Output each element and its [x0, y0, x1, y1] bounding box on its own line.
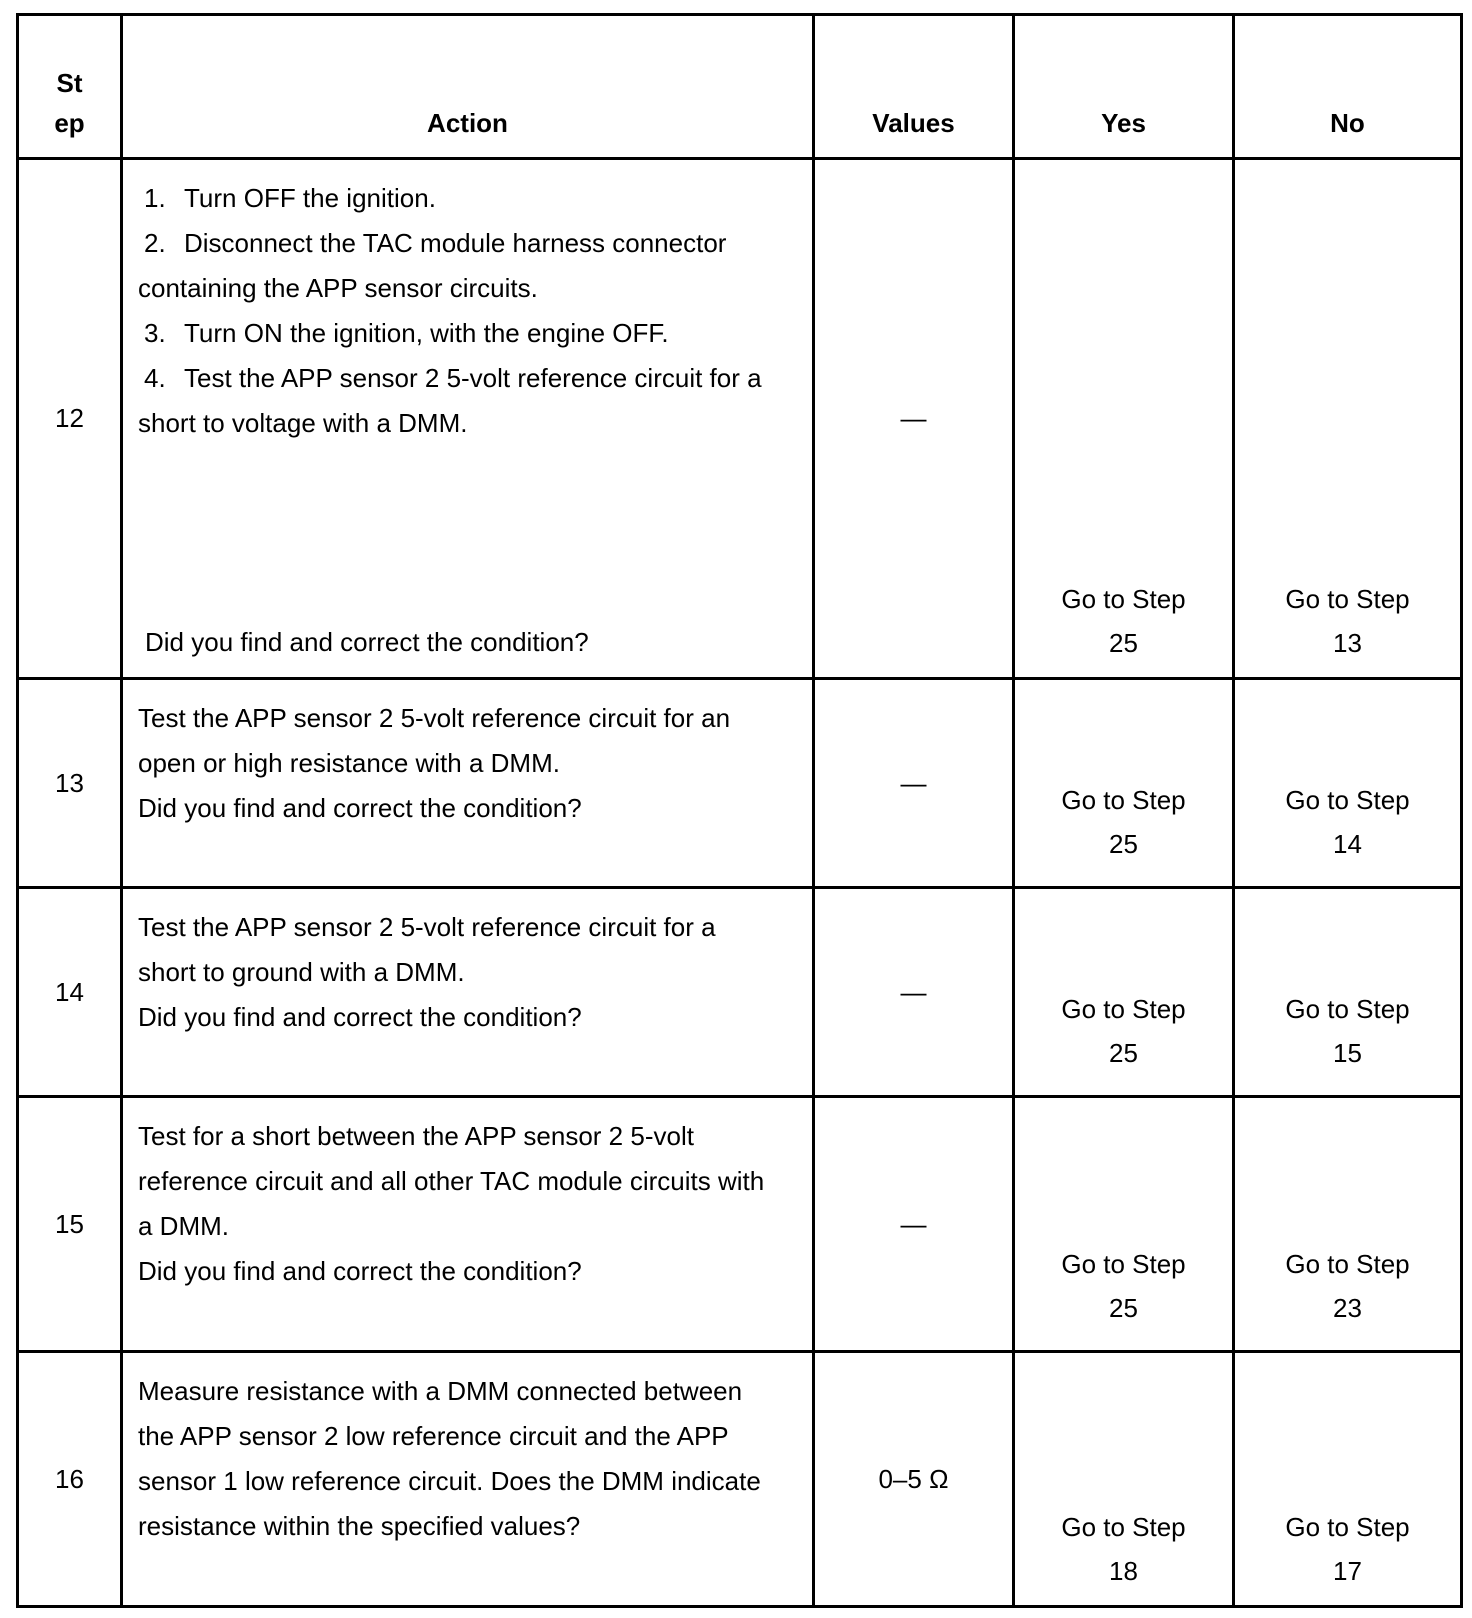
action-item: 3. Turn ON the ignition, with the engine OFF.	[144, 318, 669, 348]
action-cell	[122, 1352, 814, 1607]
action-text: Test for a short between the APP sensor 2 5-volt reference circuit and all other TAC module circuits with a DMM.	[138, 1121, 765, 1241]
no-goto-label: Go to Step	[1285, 1249, 1410, 1279]
yes-cell	[1014, 679, 1234, 888]
action-text: Test the APP sensor 2 5-volt reference circuit for a short to ground with a DMM.	[138, 912, 716, 987]
yes-cell	[1014, 1097, 1234, 1352]
no-cell	[1234, 1352, 1462, 1607]
values-cell: —	[814, 888, 1014, 1097]
table-row	[18, 888, 1462, 1097]
yes-goto-label: Go to Step	[1061, 785, 1186, 815]
no-goto-step: 15	[1333, 1038, 1362, 1068]
values-cell: —	[814, 159, 1014, 679]
action-question: Did you find and correct the condition?	[138, 793, 582, 823]
yes-goto-label: Go to Step	[1061, 1249, 1186, 1279]
values-cell: —	[814, 1097, 1014, 1352]
action-cell	[122, 1097, 814, 1352]
no-goto-label: Go to Step	[1285, 994, 1410, 1024]
yes-goto-step: 25	[1109, 1038, 1138, 1068]
action-item: 4. Test the APP sensor 2 5-volt reference circuit for a short to voltage with a DMM.	[138, 363, 762, 438]
yes-goto-label: Go to Step	[1061, 584, 1186, 614]
action-question: Did you find and correct the condition?	[138, 1256, 582, 1286]
no-cell	[1234, 679, 1462, 888]
yes-goto-step: 25	[1109, 628, 1138, 658]
action-item: 1. Turn OFF the ignition.	[144, 183, 436, 213]
header-step-line1: St	[56, 68, 83, 98]
header-action: Action	[122, 15, 814, 159]
header-row	[18, 15, 1462, 159]
step-number: 15	[18, 1097, 122, 1352]
table-row	[18, 159, 1462, 679]
no-cell	[1234, 888, 1462, 1097]
header-yes: Yes	[1014, 15, 1234, 159]
yes-goto-label: Go to Step	[1061, 1512, 1186, 1542]
header-values: Values	[814, 15, 1014, 159]
action-text: Measure resistance with a DMM connected between the APP sensor 2 low reference circuit and the APP sensor 1 low reference circuit. Does the DMM indicate resistance within the specified values?	[138, 1376, 761, 1541]
table-row	[18, 1097, 1462, 1352]
no-goto-label: Go to Step	[1285, 785, 1410, 815]
no-goto-step: 17	[1333, 1556, 1362, 1586]
header-no: No	[1234, 15, 1462, 159]
action-question: Did you find and correct the condition?	[145, 627, 589, 657]
yes-cell	[1014, 888, 1234, 1097]
values-cell: —	[814, 679, 1014, 888]
action-text: Test the APP sensor 2 5-volt reference circuit for an open or high resistance with a DMM.	[138, 703, 731, 778]
step-number: 14	[18, 888, 122, 1097]
yes-goto-step: 25	[1109, 829, 1138, 859]
yes-goto-step: 18	[1109, 1556, 1138, 1586]
table-row	[18, 679, 1462, 888]
yes-goto-step: 25	[1109, 1293, 1138, 1323]
action-cell	[122, 159, 814, 679]
diagnostic-table	[16, 13, 1463, 1608]
header-step-line2: ep	[54, 108, 85, 138]
header-step	[18, 15, 122, 159]
action-item: 2. Disconnect the TAC module harness connector containing the APP sensor circuits.	[138, 228, 727, 303]
step-number: 12	[18, 159, 122, 679]
no-cell	[1234, 159, 1462, 679]
no-goto-step: 13	[1333, 628, 1362, 658]
yes-cell	[1014, 1352, 1234, 1607]
step-number: 13	[18, 679, 122, 888]
action-cell	[122, 888, 814, 1097]
no-goto-label: Go to Step	[1285, 584, 1410, 614]
action-question: Did you find and correct the condition?	[138, 1002, 582, 1032]
values-cell: 0–5 Ω	[814, 1352, 1014, 1607]
yes-cell	[1014, 159, 1234, 679]
no-goto-label: Go to Step	[1285, 1512, 1410, 1542]
no-goto-step: 23	[1333, 1293, 1362, 1323]
table-row	[18, 1352, 1462, 1607]
no-cell	[1234, 1097, 1462, 1352]
yes-goto-label: Go to Step	[1061, 994, 1186, 1024]
action-cell	[122, 679, 814, 888]
step-number: 16	[18, 1352, 122, 1607]
no-goto-step: 14	[1333, 829, 1362, 859]
